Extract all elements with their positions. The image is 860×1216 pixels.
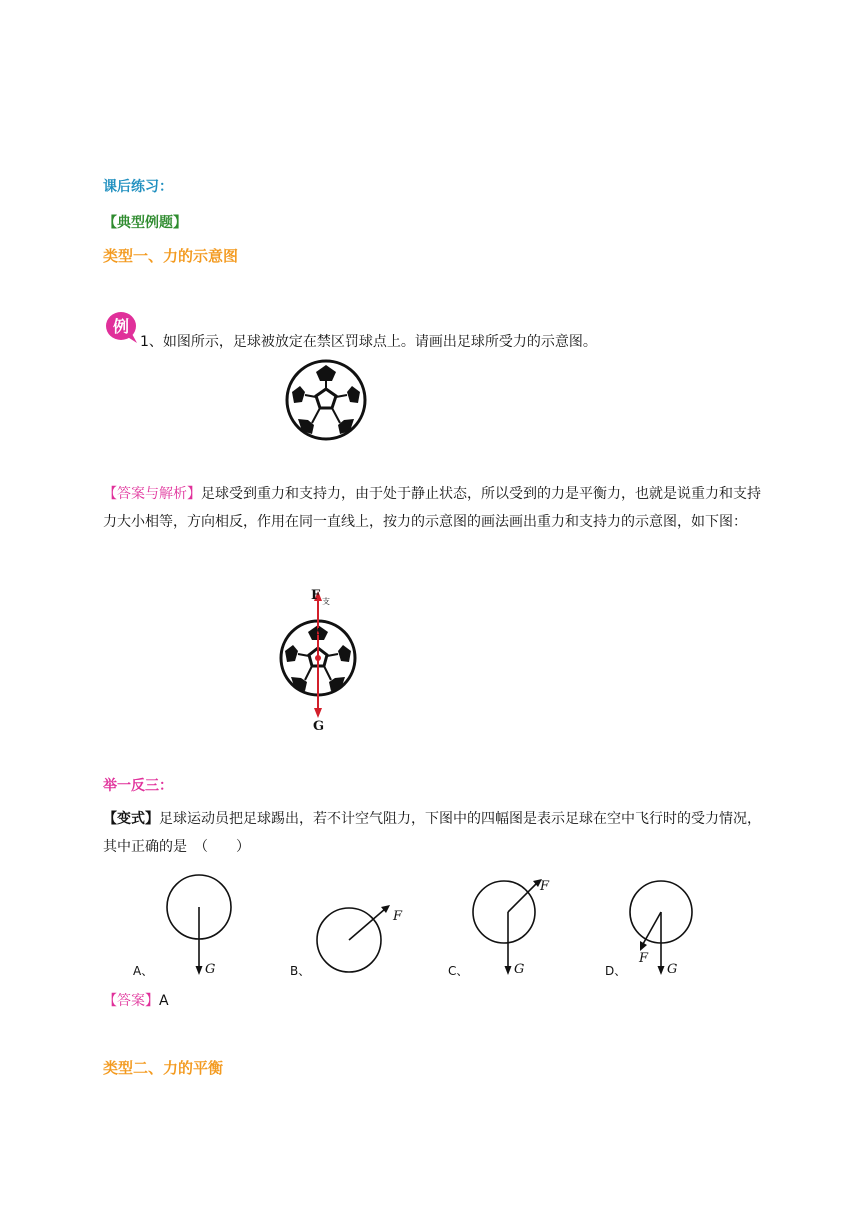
- variant-text: 足球运动员把足球踢出，若不计空气阻力，下图中的四幅图是表示足球在空中飞行时的受力情况，其中正确的是 （ ）: [103, 811, 761, 855]
- support-force-label: F: [311, 588, 321, 603]
- soccer-ball-figure: [284, 357, 368, 443]
- option-b-label: B、: [290, 964, 311, 978]
- variant-question: [103, 805, 763, 861]
- variant-heading: 举一反三：: [103, 778, 173, 794]
- variant-answer-tag: 【答案】: [103, 993, 159, 1009]
- option-d-force-g: G: [667, 962, 678, 977]
- example-badge-icon: [104, 310, 140, 344]
- type1-heading: 类型一、力的示意图: [103, 247, 239, 265]
- gravity-arrowhead: [314, 708, 322, 718]
- answer-analysis-tag: 【答案与解析】: [103, 486, 201, 502]
- option-d-label: D、: [605, 964, 627, 978]
- example1-question: 1、如图所示，足球被放定在禁区罚球点上。请画出足球所受力的示意图。: [140, 334, 597, 350]
- point-a-label: A: [314, 626, 324, 640]
- force-point: [315, 655, 321, 661]
- option-a-figure: [160, 874, 240, 980]
- option-d-force-f: F: [639, 951, 649, 966]
- support-force-subscript: 支: [322, 597, 330, 606]
- variant-tag: 【变式】: [103, 811, 159, 827]
- answer-analysis-text: 足球受到重力和支持力，由于处于静止状态，所以受到的力是平衡力，也就是说重力和支持力大小相等，方向相反，作用在同一直线上，按力的示意图的画法画出重力和支持力的示意图，如下图：: [103, 486, 761, 530]
- option-c-label: C、: [448, 964, 469, 978]
- option-a-label: A、: [133, 964, 154, 978]
- option-b-figure: [314, 894, 414, 978]
- option-b-force-f: F: [393, 909, 403, 924]
- force-diagram-figure: [275, 585, 365, 730]
- option-c-figure: [470, 874, 560, 980]
- typical-examples-heading: 【典型例题】: [103, 215, 187, 231]
- example1-answer: [103, 480, 763, 536]
- option-c-force-g: G: [514, 962, 525, 977]
- type2-heading: 类型二、力的平衡: [103, 1059, 224, 1077]
- after-class-heading: 课后练习：: [103, 179, 173, 195]
- option-d-figure: [625, 874, 705, 980]
- option-c-force-f: F: [540, 879, 550, 894]
- gravity-label: G: [313, 719, 325, 730]
- variant-answer-value: A: [159, 993, 169, 1009]
- example-badge-label: 例: [112, 317, 130, 336]
- variant-answer: [103, 990, 169, 1010]
- option-a-force-g: G: [205, 962, 216, 977]
